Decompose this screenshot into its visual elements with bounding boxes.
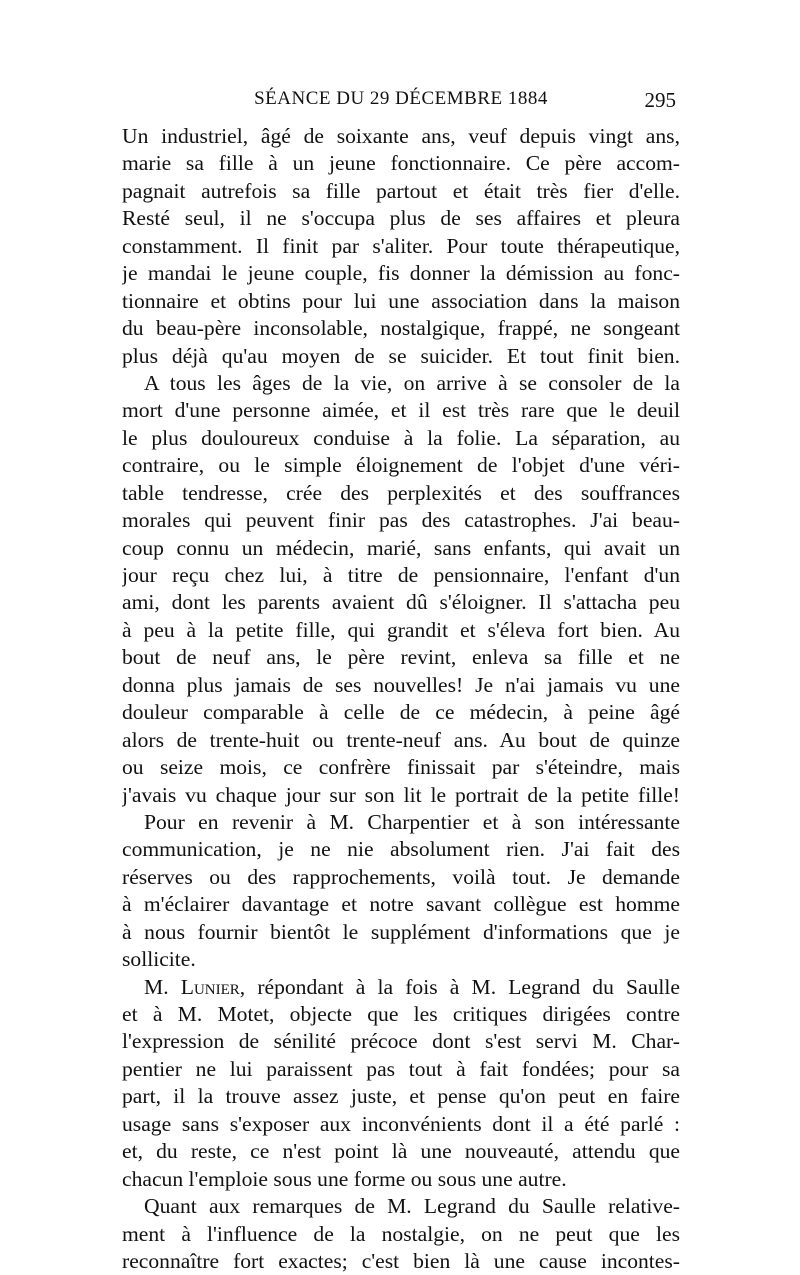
running-title: SÉANCE DU 29 DÉCEMBRE 1884 [254,88,548,109]
speaker-line [122,974,680,1001]
text-line: constamment. Il finit par s'aliter. Pour toute thérapeutique, [122,233,680,258]
text-line: j'avais vu chaque jour sur son lit le portrait de la petite fille! [122,782,680,807]
body-text [122,123,680,1275]
text-line: reconnaître fort exactes; c'est bien là une cause incontes- [122,1248,680,1273]
text-line: communication, je ne nie absolument rien. J'ai fait des [122,837,680,862]
text-line: tionnaire et obtins pour lui une association dans la maison [122,288,680,313]
text-line: alors de trente-huit ou trente-neuf ans. Au bout de quinze [122,727,680,752]
text-line: jour reçu chez lui, à titre de pensionnaire, l'enfant d'un [122,563,680,587]
paragraph-start-line: Quant aux remarques de M. Legrand du Saulle relative- [144,1194,680,1219]
text-line: morales qui peuvent finir pas des catastrophes. J'ai beau- [122,508,680,533]
speaker-prefix: M. [144,974,181,999]
speaker-line-text: , répondant à la fois à M. Legrand du Saulle [239,974,680,999]
text-line: l'expression de sénilité précoce dont s'est servi M. Char- [122,1029,680,1054]
text-line: ou seize mois, ce confrère finissait par s'éteindre, mais [122,755,680,780]
paragraph-start-line: Pour en revenir à M. Charpentier et à son intéressante [144,809,680,834]
text-line: part, il la trouve assez juste, et pense qu'on peut en faire [122,1084,680,1109]
text-line: à peu à la petite fille, qui grandit et s'éleva fort bien. Au [122,617,680,642]
text-line: usage sans s'exposer aux inconvénients dont il a été parlé : [122,1111,680,1136]
text-line: à nous fournir bientôt le supplément d'informations que je [122,919,680,944]
text-line: ami, dont les parents avaient dû s'éloigner. Il s'attacha peu [122,590,680,615]
text-line: mort d'une personne aimée, et il est très rare que le deuil [122,398,680,423]
text-line: Resté seul, il ne s'occupa plus de ses affaires et pleura [122,206,680,231]
text-line: et, du reste, ce n'est point là une nouveauté, attendu que [122,1139,680,1164]
paragraph-end-line: sollicite. [122,947,196,972]
text-line: pentier ne lui paraissent pas tout à fait fondées; pour sa [122,1056,680,1081]
text-line: plus déjà qu'au moyen de se suicider. Et tout finit bien. [122,343,680,368]
text-line: et à M. Motet, objecte que les critiques dirigées contre [122,1002,680,1026]
text-line: bout de neuf ans, le père revint, enleva sa fille et ne [122,645,680,670]
text-line: réserves ou des rapprochements, voilà tout. Je demande [122,864,680,889]
paragraph-start-line: A tous les âges de la vie, on arrive à se consoler de la [144,370,680,395]
text-line: je mandai le jeune couple, fis donner la démission au fonc- [122,261,680,286]
text-line: ment à l'influence de la nostalgie, on ne peut que les [122,1221,680,1246]
text-line: à m'éclairer davantage et notre savant collègue est homme [122,892,680,917]
text-line: pagnait autrefois sa fille partout et était très fier d'elle. [122,178,680,203]
text-line: table tendresse, crée des perplexités et des souffrances [122,480,680,505]
text-line: Un industriel, âgé de soixante ans, veuf depuis vingt ans, [122,124,680,148]
text-line: marie sa fille à un jeune fonctionnaire. Ce père accom- [122,151,680,176]
running-head [122,86,680,116]
paragraph-end-line: chacun l'emploie sous une forme ou sous une autre. [122,1166,567,1191]
speaker-name: Lunier [180,974,240,999]
page-number: 295 [644,88,676,112]
text-line: douleur comparable à celle de ce médecin, à peine âgé [122,700,680,725]
text-line: donna plus jamais de ses nouvelles! Je n'ai jamais vu une [122,672,680,697]
text-line: du beau-père inconsolable, nostalgique, frappé, ne songeant [122,316,680,341]
text-line: contraire, ou le simple éloignement de l'objet d'une véri- [122,453,680,478]
text-line: coup connu un médecin, marié, sans enfants, qui avait un [122,535,680,560]
text-line: le plus douloureux conduise à la folie. La séparation, au [122,425,680,450]
